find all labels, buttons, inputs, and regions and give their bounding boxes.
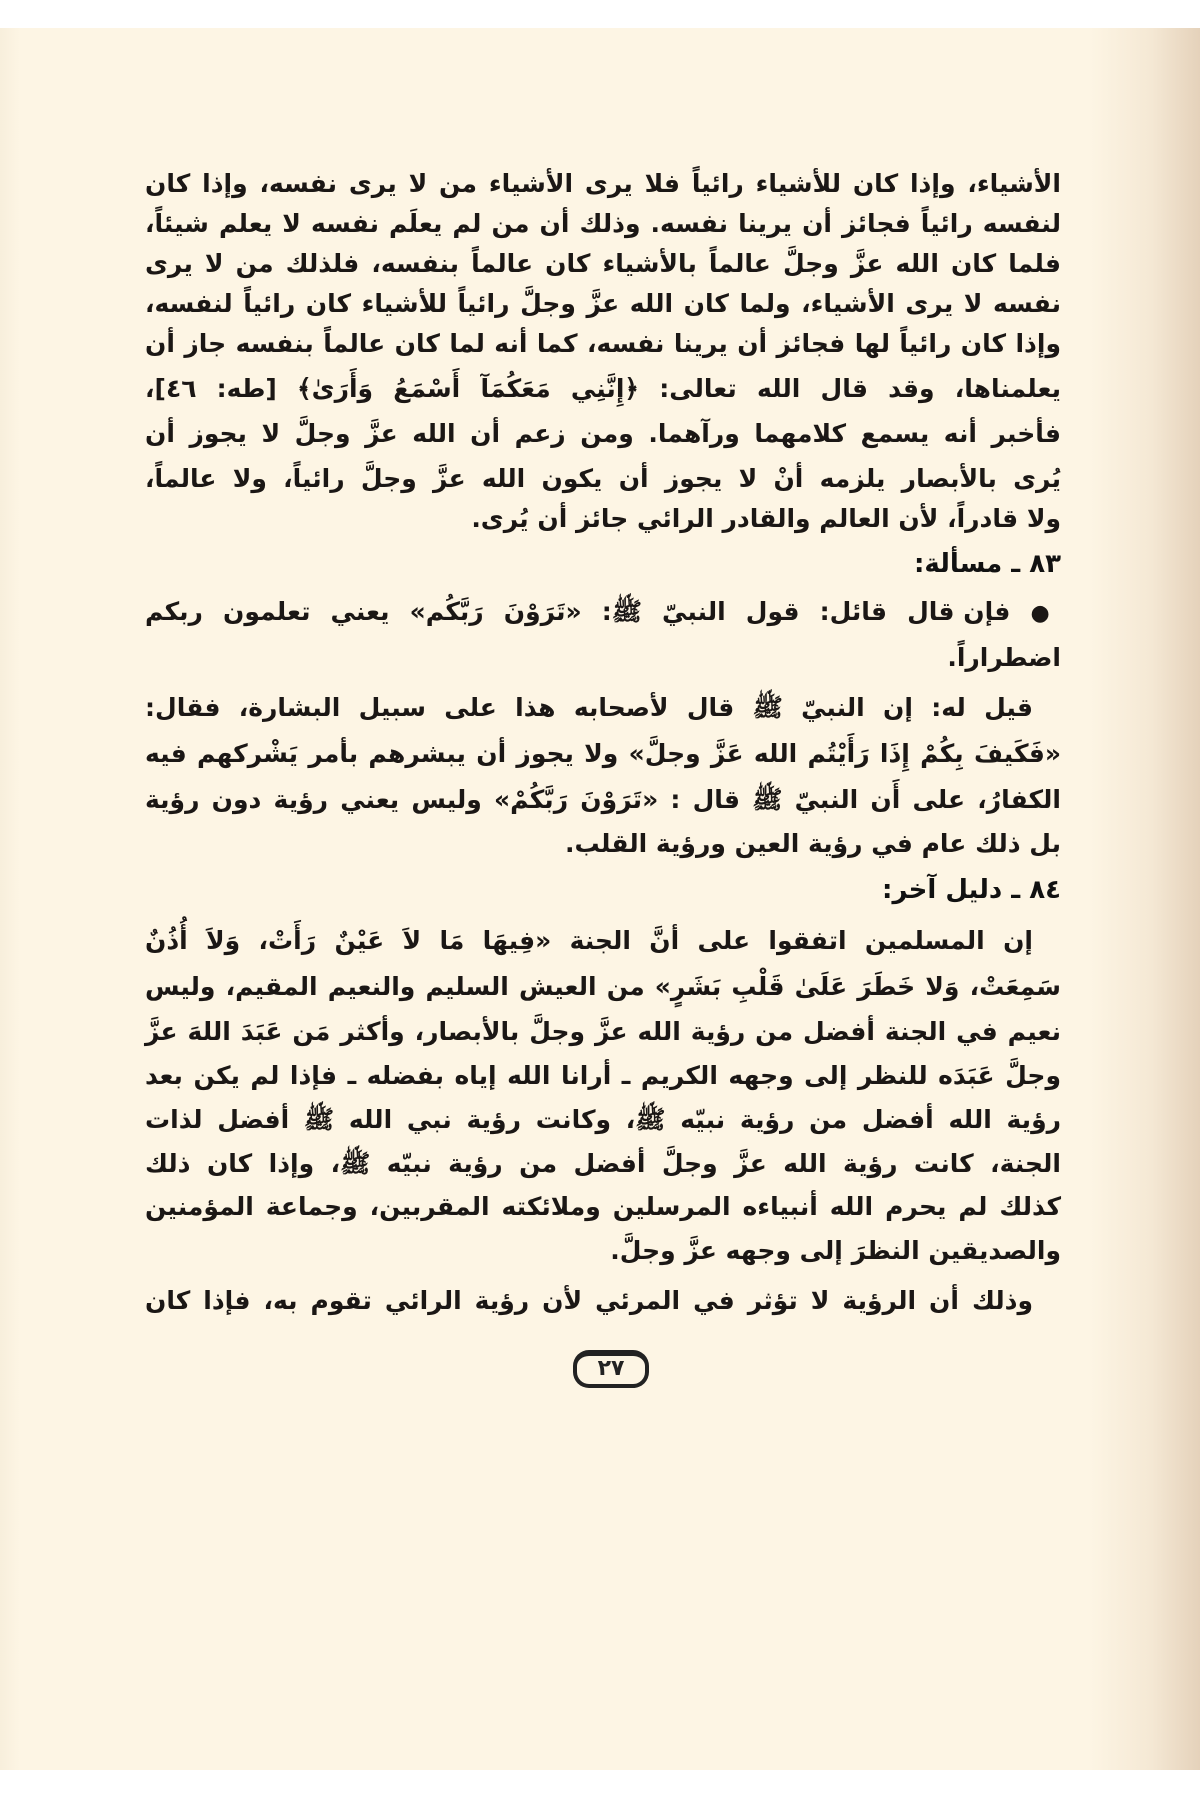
- text-line: وإذا كان رائياً لها فجائز أن يرينا نفسه، كما أنه لما كان عالماً بنفسه جاز أن: [145, 329, 1061, 358]
- text-line: فإن قال قائل: قول النبيّ ﷺ: «تَرَوْنَ رَبَّكُم» يعني تعلمون ربكم: [145, 597, 1011, 626]
- bullet-icon: ●: [1030, 601, 1061, 626]
- page-edge-shadow-left: [0, 28, 20, 1770]
- text-line: وجلَّ عَبَدَه للنظر إلى وجهه الكريم ـ أرانا الله إياه بفضله ـ فإذا لم يكن بعد: [145, 1061, 1061, 1090]
- text-line: بل ذلك عام في رؤية العين ورؤية القلب.: [565, 829, 1061, 858]
- text-line: ولا قادراً، لأن العالم والقادر الرائي جائز أن يُرى.: [471, 504, 1061, 533]
- page-number: ٢٧: [573, 1350, 649, 1388]
- text-line: رؤية الله أفضل من رؤية نبيّه ﷺ، وكانت رؤية نبي الله ﷺ أفضل لذات: [145, 1105, 1061, 1134]
- text-line: لنفسه رائياً فجائز أن يرينا نفسه. وذلك أن من لم يعلَم نفسه لا يعلم شيئاً،: [145, 209, 1061, 238]
- text-line: كذلك لم يحرم الله أنبياءه المرسلين وملائكته المقربين، وجماعة المؤمنين: [145, 1192, 1061, 1221]
- book-page: [0, 28, 1200, 1770]
- text-line: سَمِعَتْ، وَلا خَطَرَ عَلَىٰ قَلْبِ بَشَرٍ» من العيش السليم والنعيم المقيم، وليس: [145, 972, 1061, 1001]
- text-line: يُرى بالأبصار يلزمه أنْ لا يجوز أن يكون الله عزَّ وجلَّ رائياً، ولا عالماً،: [145, 464, 1061, 493]
- text-line: إن المسلمين اتفقوا على أنَّ الجنة «فِيهَا مَا لاَ عَيْنٌ رَأَتْ، وَلاَ أُذُنٌ: [145, 926, 1033, 955]
- text-line: اضطراراً.: [947, 643, 1061, 672]
- page-edge-shadow: [1090, 28, 1200, 1770]
- text-line: والصديقين النظرَ إلى وجهه عزَّ وجلَّ.: [610, 1236, 1061, 1265]
- bullet-question-line: [145, 592, 1061, 632]
- text-line: نفسه لا يرى الأشياء، ولما كان الله عزَّ وجلَّ رائياً للأشياء كان رائياً لنفسه،: [145, 289, 1061, 318]
- text-line-quran-citation: يعلمناها، وقد قال الله تعالى: ﴿إِنَّنِي مَعَكُمَآ أَسْمَعُ وَأَرَىٰ﴾ [طه: ٤٦]،: [145, 374, 1061, 403]
- text-line-hadith: «فَكَيفَ بِكُمْ إِذَا رَأَيْتُم الله عَزَّ وجلَّ» ولا يجوز أن يبشرهم بأمر يَشْركهم فيه: [145, 739, 1061, 768]
- text-line: قيل له: إن النبيّ ﷺ قال لأصحابه هذا على سبيل البشارة، فقال:: [145, 693, 1033, 722]
- text-line: الأشياء، وإذا كان للأشياء رائياً فلا يرى الأشياء من لا يرى نفسه، وإذا كان: [145, 169, 1061, 198]
- text-line: الكفارُ، على أَن النبيّ ﷺ قال : «تَرَوْنَ رَبَّكُمْ» وليس يعني رؤية دون رؤية: [145, 785, 1061, 814]
- text-line: فلما كان الله عزَّ وجلَّ عالماً بالأشياء كان عالماً بنفسه، فلذلك من لا يرى: [145, 249, 1061, 278]
- text-line: وذلك أن الرؤية لا تؤثر في المرئي لأن رؤية الرائي تقوم به، فإذا كان: [145, 1286, 1033, 1315]
- section-heading-84: ٨٤ ـ دليل آخر:: [882, 875, 1061, 905]
- text-line: الجنة، كانت رؤية الله عزَّ وجلَّ أفضل من رؤية نبيّه ﷺ، وإذا كان ذلك: [145, 1149, 1061, 1178]
- section-heading-83: ٨٣ ـ مسألة:: [914, 549, 1061, 579]
- text-line: فأخبر أنه يسمع كلامهما ورآهما. ومن زعم أن الله عزَّ وجلَّ لا يجوز أن: [145, 419, 1061, 448]
- text-line: نعيم في الجنة أفضل من رؤية الله عزَّ وجلَّ بالأبصار، وأكثر مَن عَبَدَ اللهَ عزَّ: [145, 1017, 1061, 1046]
